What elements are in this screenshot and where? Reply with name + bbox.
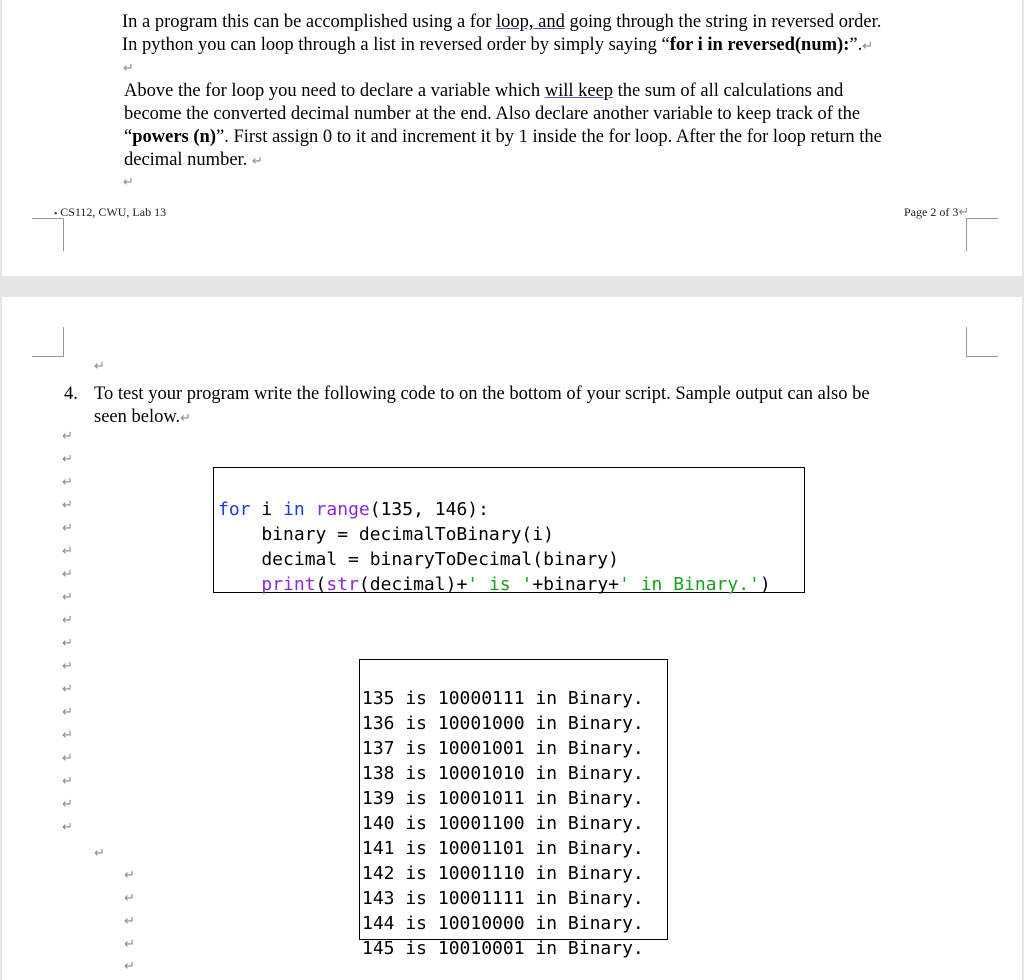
paragraph-mark-icon: ↵ xyxy=(123,61,134,76)
code-block[interactable] xyxy=(213,467,805,593)
paragraph-reversed-loop xyxy=(122,11,881,58)
output-line: 137 is 10001001 in Binary. xyxy=(362,738,644,759)
paragraph-mark-icon: ↵ xyxy=(124,959,135,974)
keyword-in: in xyxy=(283,499,305,520)
code-token: ( xyxy=(315,574,327,595)
paragraph-mark-icon: ↵ xyxy=(62,567,73,582)
code-token: +binary+ xyxy=(532,574,620,595)
code-token: binary = decimalToBinary(i) xyxy=(218,524,554,545)
footer-course-label: CS112, CWU, Lab 13 xyxy=(60,205,167,219)
paragraph-mark-icon: ↵ xyxy=(62,797,73,812)
paragraph-test-instructions xyxy=(94,383,870,430)
string-literal: ' is ' xyxy=(467,574,533,595)
builtin-range: range xyxy=(315,499,370,520)
text-line: going through the string in reversed order. xyxy=(564,12,882,32)
code-token xyxy=(305,499,316,520)
text-line: decimal number. xyxy=(124,150,252,170)
code-phrase-bold: for i in reversed(num): xyxy=(669,35,850,55)
code-line-1 xyxy=(218,497,804,522)
document-page-2 xyxy=(2,297,1022,980)
paragraph-mark-icon: ↵ xyxy=(94,359,105,374)
bullet-icon: ▪ xyxy=(54,208,58,218)
paragraph-mark-icon: ↵ xyxy=(94,846,105,861)
page-number-label: Page 2 of 3 xyxy=(904,205,959,219)
text-line: In a program this can be accomplished using a for xyxy=(122,12,496,32)
paragraph-mark-icon: ↵ xyxy=(124,868,135,883)
keyword-for: for xyxy=(218,499,251,520)
text-line: In python you can loop through a list in reversed order by simply saying “ xyxy=(122,35,670,55)
spell-check-underline[interactable]: will keep xyxy=(544,81,614,101)
builtin-str: str xyxy=(326,574,359,595)
list-item-number xyxy=(64,383,78,406)
output-line: 136 is 10001000 in Binary. xyxy=(362,713,644,734)
text-line: the sum of all calculations and xyxy=(613,81,844,101)
list-number: 4. xyxy=(64,384,78,404)
paragraph-mark-icon: ↵ xyxy=(62,544,73,559)
margin-corner-mark xyxy=(32,218,64,251)
paragraph-mark-icon: ↵ xyxy=(62,659,73,674)
text-line: “ xyxy=(124,127,133,147)
code-line-2 xyxy=(218,522,804,547)
paragraph-mark-icon: ↵ xyxy=(180,411,192,426)
text-line: become the converted decimal number at the end. Also declare another variable to keep track of the xyxy=(124,104,861,124)
paragraph-mark-icon: ↵ xyxy=(123,175,134,190)
paragraph-mark-icon: ↵ xyxy=(62,590,73,605)
output-line: 142 is 10001110 in Binary. xyxy=(362,863,644,884)
paragraph-mark-icon: ↵ xyxy=(124,914,135,929)
code-token: decimal = binaryToDecimal(binary) xyxy=(218,549,619,570)
document-page-1 xyxy=(2,0,1022,276)
output-line: 144 is 10010000 in Binary. xyxy=(362,913,644,934)
code-token: ) xyxy=(759,574,771,595)
output-line: 135 is 10000111 in Binary. xyxy=(362,688,644,709)
margin-corner-mark xyxy=(32,327,64,357)
paragraph-mark-icon: ↵ xyxy=(62,636,73,651)
paragraph-mark-icon: ↵ xyxy=(62,751,73,766)
code-token: (135, 146): xyxy=(369,499,489,520)
paragraph-mark-icon: ↵ xyxy=(62,521,73,536)
paragraph-mark-icon: ↵ xyxy=(62,728,73,743)
spell-check-underline[interactable]: loop, and xyxy=(496,12,565,32)
output-line: 141 is 10001101 in Binary. xyxy=(362,838,644,859)
paragraph-mark-icon: ↵ xyxy=(62,429,73,444)
output-line: 139 is 10001011 in Binary. xyxy=(362,788,644,809)
paragraph-mark-icon: ↵ xyxy=(62,452,73,467)
paragraph-mark-icon: ↵ xyxy=(62,774,73,789)
margin-corner-mark xyxy=(966,218,998,251)
bold-phrase: powers (n) xyxy=(132,127,216,147)
paragraph-mark-icon: ↵ xyxy=(62,498,73,513)
output-line: 140 is 10001100 in Binary. xyxy=(362,813,644,834)
code-line-4 xyxy=(218,572,804,597)
output-line: 145 is 10010001 in Binary. xyxy=(362,938,644,959)
paragraph-mark-icon: ↵ xyxy=(62,820,73,835)
builtin-print: print xyxy=(261,574,316,595)
text-line: ”. First assign 0 to it and increment it by 1 inside the for loop. After the for loop return the xyxy=(215,127,882,147)
footer-right[interactable] xyxy=(904,205,969,220)
sample-output-block[interactable] xyxy=(359,659,668,959)
paragraph-sum-variable xyxy=(124,80,882,173)
code-line-3 xyxy=(218,547,804,572)
text-line: To test your program write the following code to on the bottom of your script. Sample output can also be xyxy=(94,384,870,404)
output-line: 138 is 10001010 in Binary. xyxy=(362,763,644,784)
paragraph-mark-icon: ↵ xyxy=(62,682,73,697)
paragraph-mark-icon: ↵ xyxy=(958,205,970,220)
paragraph-mark-icon: ↵ xyxy=(124,891,135,906)
paragraph-mark-icon: ↵ xyxy=(62,613,73,628)
paragraph-mark-icon: ↵ xyxy=(251,154,263,169)
code-token: (decimal)+ xyxy=(358,574,468,595)
margin-corner-mark xyxy=(966,327,998,357)
string-literal: ' in Binary.' xyxy=(619,574,760,595)
code-token: i xyxy=(250,499,284,520)
paragraph-mark-icon: ↵ xyxy=(124,937,135,952)
paragraph-mark-icon: ↵ xyxy=(62,475,73,490)
text-line: ”. xyxy=(849,35,863,55)
text-line: Above the for loop you need to declare a variable which xyxy=(124,81,545,101)
footer-left[interactable] xyxy=(54,205,166,220)
output-line: 143 is 10001111 in Binary. xyxy=(362,888,644,909)
text-line: seen below. xyxy=(94,407,181,427)
paragraph-mark-icon: ↵ xyxy=(62,705,73,720)
paragraph-mark-icon: ↵ xyxy=(862,39,874,54)
